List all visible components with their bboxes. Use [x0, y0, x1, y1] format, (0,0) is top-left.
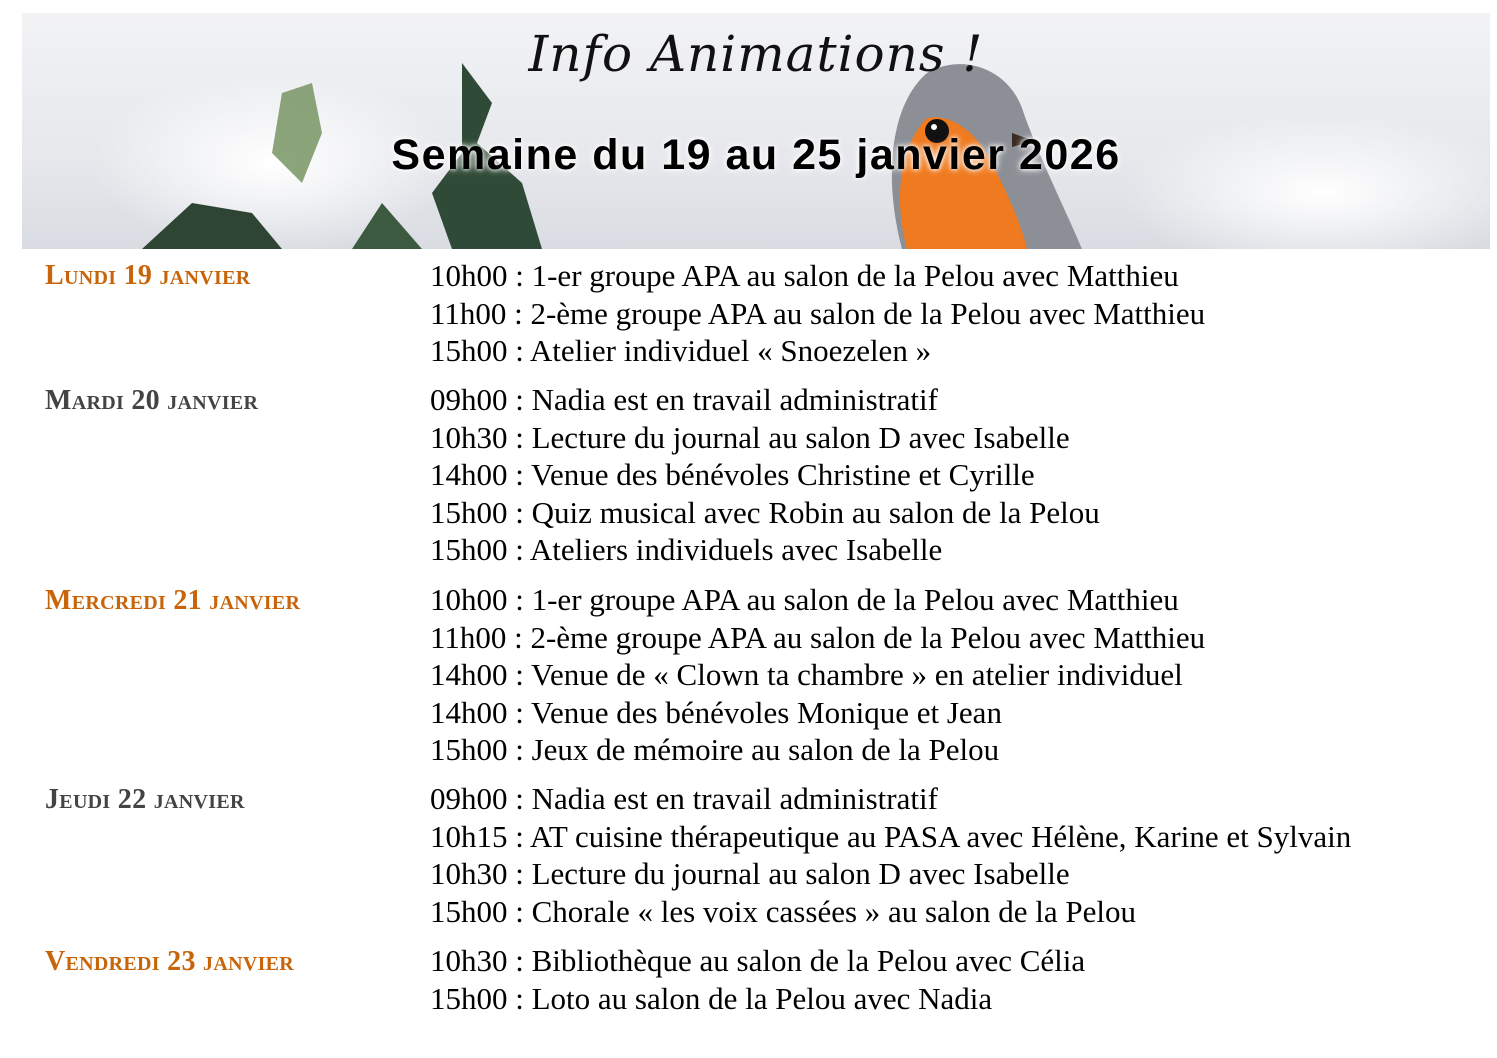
event-item: 15h00 : Atelier individuel « Snoezelen »	[430, 333, 932, 368]
event-item: 15h00 : Jeux de mémoire au salon de la Pelou	[430, 732, 1000, 767]
event-item: 15h00 : Ateliers individuels avec Isabelle	[430, 532, 943, 567]
day-label: Mardi 20 janvier	[45, 385, 259, 416]
day-monday	[45, 257, 251, 295]
event-item: 10h00 : 1-er groupe APA au salon de la Pelou avec Matthieu	[430, 582, 1179, 617]
day-friday	[45, 943, 294, 981]
event-item: 11h00 : 2-ème groupe APA au salon de la Pelou avec Matthieu	[430, 295, 1206, 331]
header-banner	[22, 13, 1490, 249]
day-label: Vendredi 23 janvier	[45, 946, 295, 977]
week-subtitle: Semaine du 19 au 25 janvier 2026	[391, 131, 1121, 179]
event-item: 15h00 : Loto au salon de la Pelou avec Nadia	[430, 980, 993, 1016]
event-item: 09h00 : Nadia est en travail administratif	[430, 382, 938, 417]
event-item: 14h00 : Venue des bénévoles Monique et Jean	[430, 694, 1002, 730]
day-label: Lundi 19 janvier	[45, 260, 251, 291]
event-item: 15h00 : Quiz musical avec Robin au salon de la Pelou	[430, 494, 1100, 530]
event-item: 10h30 : Lecture du journal au salon D avec Isabelle	[430, 856, 1070, 891]
events-wednesday	[430, 581, 1205, 769]
events-monday	[430, 257, 1205, 370]
event-item: 14h00 : Venue de « Clown ta chambre » en atelier individuel	[430, 657, 1183, 692]
event-item: 09h00 : Nadia est en travail administratif	[430, 781, 938, 816]
events-tuesday	[430, 381, 1100, 569]
day-label: Jeudi 22 janvier	[45, 784, 245, 815]
day-tuesday	[45, 382, 258, 420]
event-item: 10h30 : Bibliothèque au salon de la Pelou avec Célia	[430, 943, 1086, 978]
event-item: 15h00 : Chorale « les voix cassées » au salon de la Pelou	[430, 893, 1136, 929]
events-thursday	[430, 780, 1351, 930]
event-item: 10h30 : Lecture du journal au salon D avec Isabelle	[430, 419, 1070, 455]
page-title: Info Animations !	[528, 25, 984, 83]
day-label: Mercredi 21 janvier	[45, 585, 301, 616]
event-item: 11h00 : 2-ème groupe APA au salon de la Pelou avec Matthieu	[430, 619, 1206, 655]
day-wednesday	[45, 582, 300, 620]
day-thursday	[45, 781, 245, 819]
event-item: 10h00 : 1-er groupe APA au salon de la Pelou avec Matthieu	[430, 258, 1179, 293]
event-item: 10h15 : AT cuisine thérapeutique au PASA avec Hélène, Karine et Sylvain	[430, 818, 1352, 854]
events-friday	[430, 942, 1085, 1017]
event-item: 14h00 : Venue des bénévoles Christine et Cyrille	[430, 457, 1035, 492]
